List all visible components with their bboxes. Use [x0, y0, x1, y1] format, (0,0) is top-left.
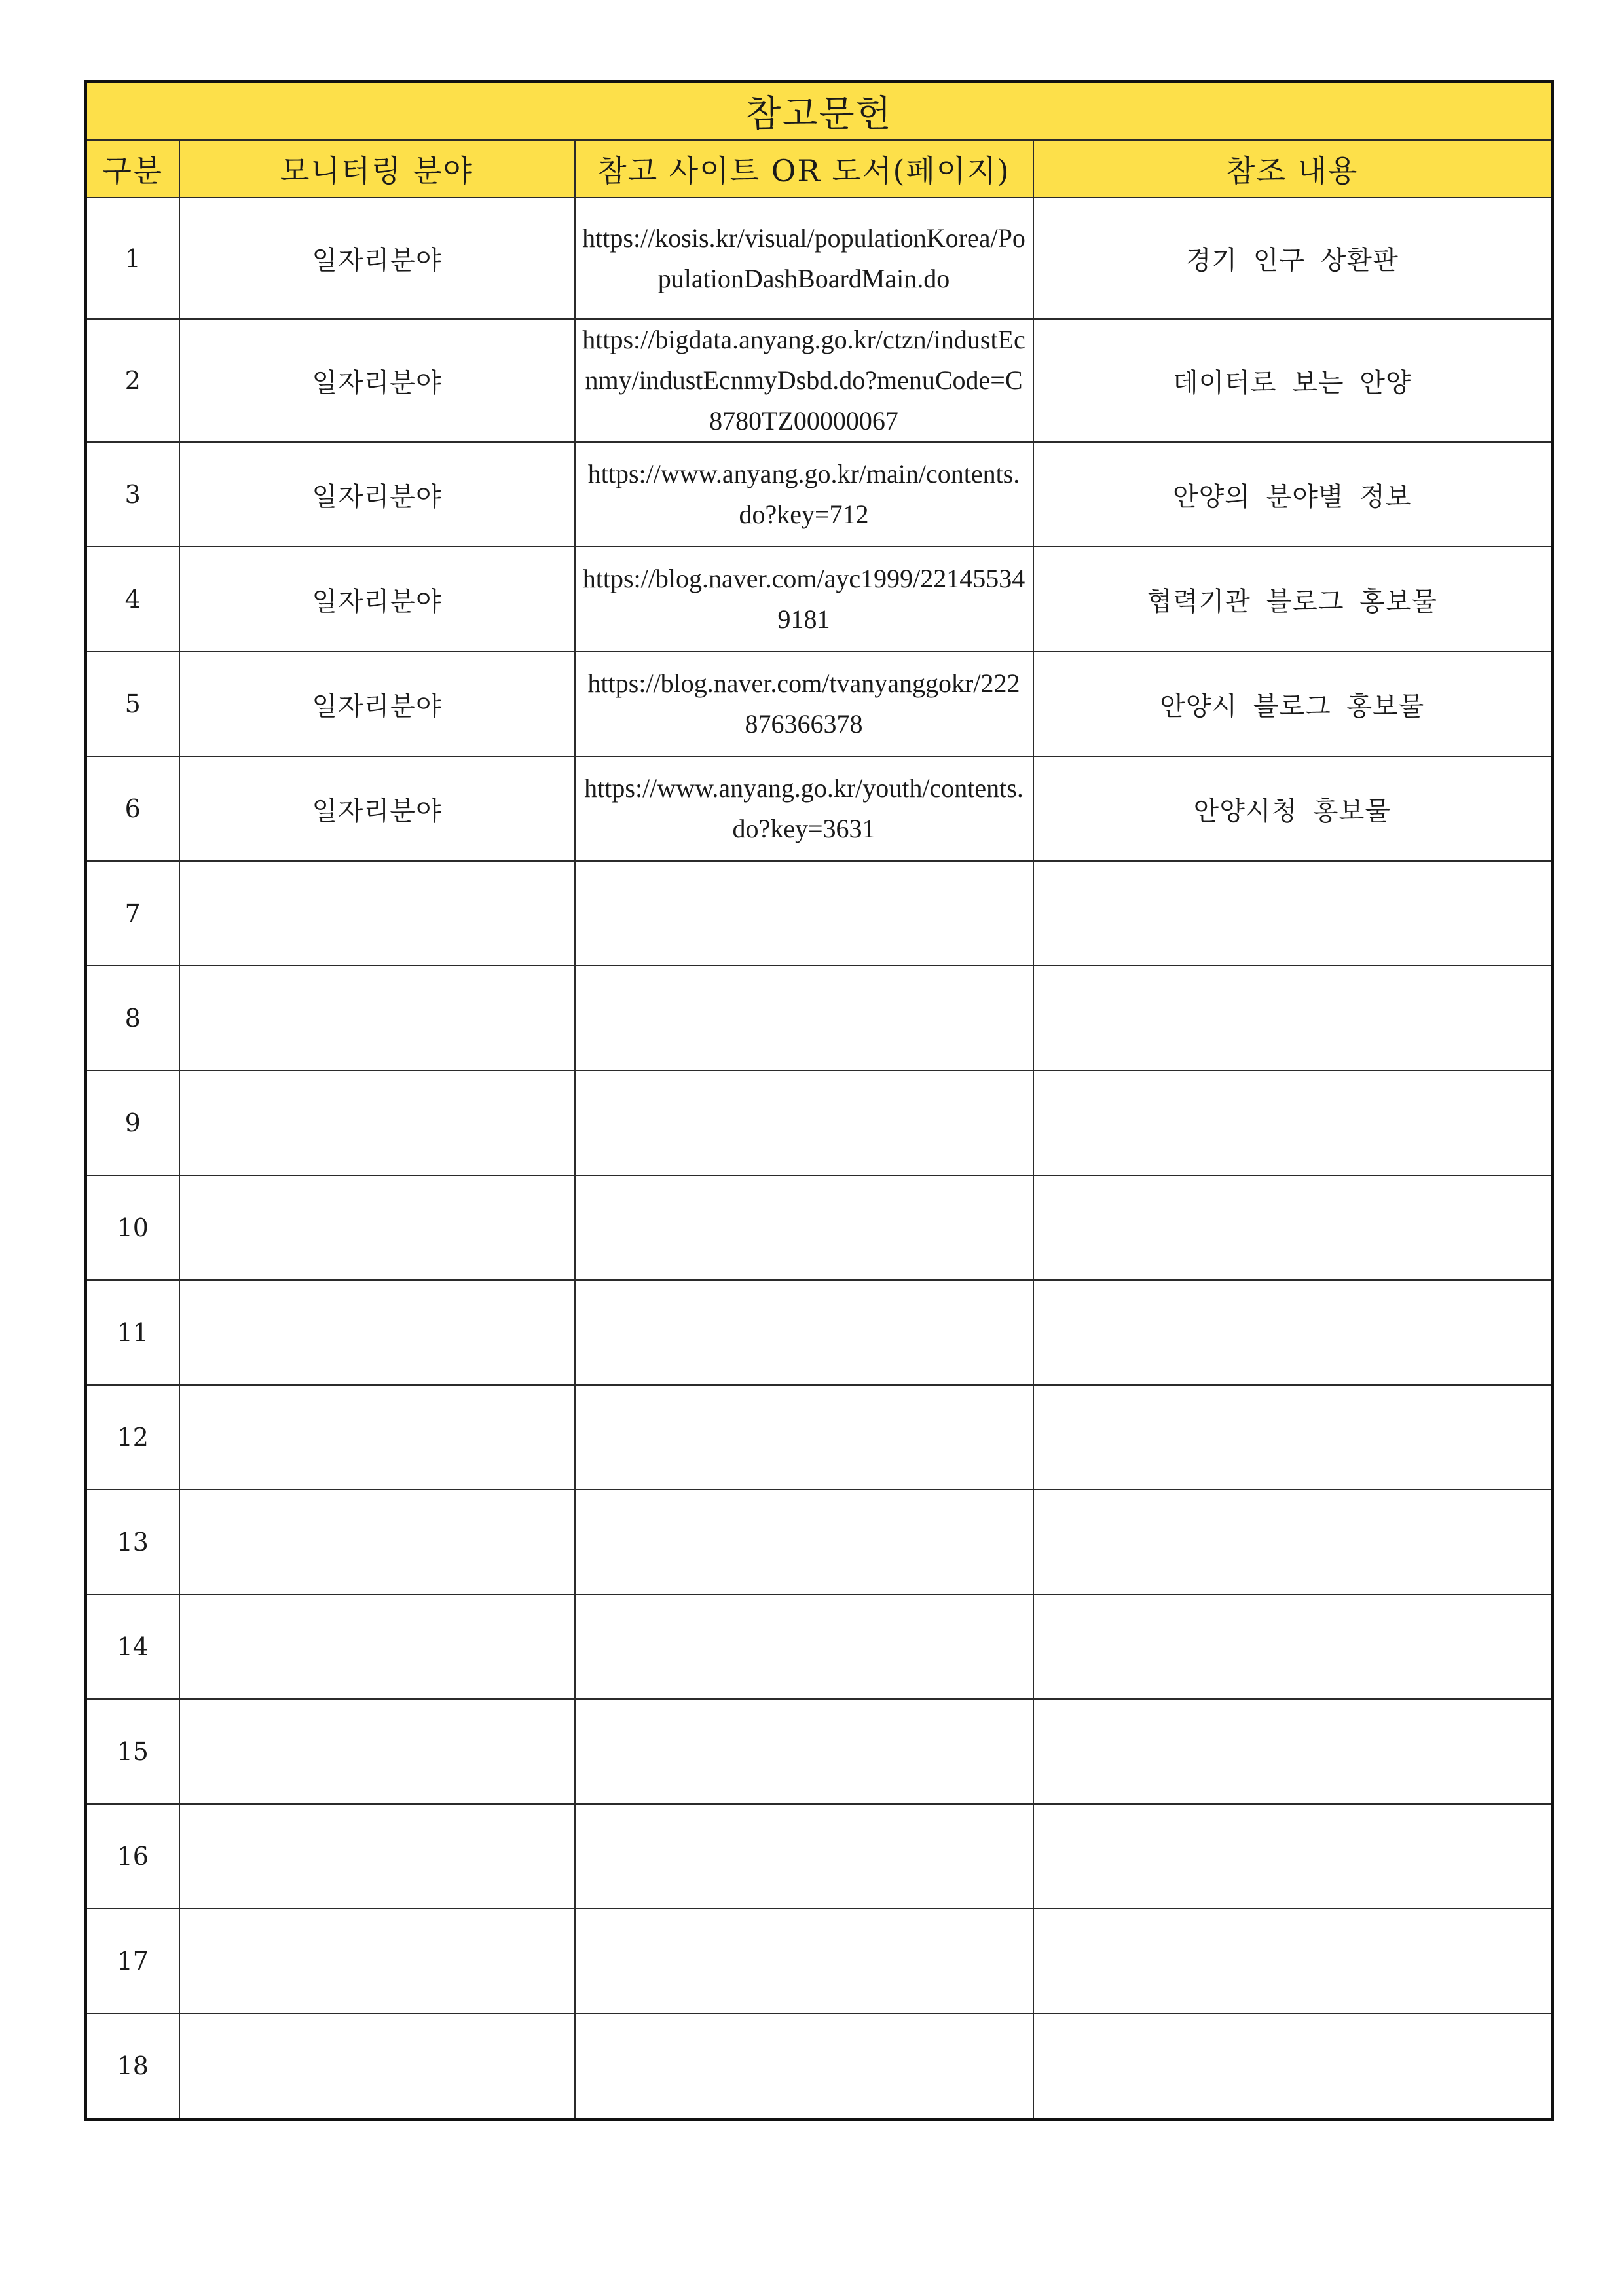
row-field: 일자리분야 — [179, 198, 575, 319]
table-row — [86, 198, 1553, 319]
row-number: 17 — [86, 1909, 179, 2013]
row-number: 11 — [86, 1280, 179, 1385]
row-field[interactable] — [179, 1909, 575, 2013]
row-source[interactable] — [575, 1490, 1033, 1594]
row-content: 안양시청 홍보물 — [1033, 756, 1553, 861]
row-content[interactable] — [1033, 1385, 1553, 1490]
row-number: 4 — [86, 547, 179, 652]
row-content[interactable] — [1033, 1071, 1553, 1175]
row-content: 협력기관 블로그 홍보물 — [1033, 547, 1553, 652]
row-content[interactable] — [1033, 2013, 1553, 2120]
row-content[interactable] — [1033, 966, 1553, 1071]
row-source[interactable] — [575, 1280, 1033, 1385]
row-source[interactable] — [575, 1594, 1033, 1699]
row-number: 18 — [86, 2013, 179, 2120]
row-field[interactable] — [179, 1280, 575, 1385]
table-row — [86, 652, 1553, 756]
table-title: 참고문헌 — [86, 82, 1553, 141]
row-number: 13 — [86, 1490, 179, 1594]
table-row — [86, 1280, 1553, 1385]
table-row — [86, 1071, 1553, 1175]
row-number: 1 — [86, 198, 179, 319]
row-number: 5 — [86, 652, 179, 756]
row-field: 일자리분야 — [179, 756, 575, 861]
row-content[interactable] — [1033, 1909, 1553, 2013]
row-content[interactable] — [1033, 1594, 1553, 1699]
row-field[interactable] — [179, 861, 575, 966]
row-field[interactable] — [179, 1071, 575, 1175]
row-number: 8 — [86, 966, 179, 1071]
row-content[interactable] — [1033, 1490, 1553, 1594]
table-row — [86, 1175, 1553, 1280]
row-field[interactable] — [179, 1490, 575, 1594]
row-field[interactable] — [179, 1175, 575, 1280]
row-number: 3 — [86, 442, 179, 547]
table-row — [86, 442, 1553, 547]
row-source[interactable] — [575, 1804, 1033, 1909]
row-field[interactable] — [179, 1385, 575, 1490]
table-row — [86, 319, 1553, 442]
table-row — [86, 1699, 1553, 1804]
row-number: 9 — [86, 1071, 179, 1175]
row-field[interactable] — [179, 1804, 575, 1909]
row-number: 16 — [86, 1804, 179, 1909]
table-row — [86, 1490, 1553, 1594]
row-source-link[interactable]: https://kosis.kr/visual/populationKorea/PopulationDashBoardMain.do — [575, 198, 1033, 319]
header-content: 참조 내용 — [1033, 140, 1553, 198]
row-source[interactable] — [575, 966, 1033, 1071]
row-number: 12 — [86, 1385, 179, 1490]
title-row — [86, 82, 1553, 141]
row-source[interactable] — [575, 1699, 1033, 1804]
row-field[interactable] — [179, 1699, 575, 1804]
row-source[interactable] — [575, 1909, 1033, 2013]
row-source[interactable] — [575, 1385, 1033, 1490]
row-field: 일자리분야 — [179, 547, 575, 652]
row-number: 15 — [86, 1699, 179, 1804]
row-field[interactable] — [179, 966, 575, 1071]
table-row — [86, 861, 1553, 966]
row-content[interactable] — [1033, 1175, 1553, 1280]
row-field[interactable] — [179, 1594, 575, 1699]
table-row — [86, 2013, 1553, 2120]
header-number: 구분 — [86, 140, 179, 198]
row-number: 2 — [86, 319, 179, 442]
table-row — [86, 1804, 1553, 1909]
row-number: 10 — [86, 1175, 179, 1280]
row-source-link[interactable]: https://blog.naver.com/tvanyanggokr/222876366378 — [575, 652, 1033, 756]
table-row — [86, 966, 1553, 1071]
row-content[interactable] — [1033, 1699, 1553, 1804]
row-number: 14 — [86, 1594, 179, 1699]
row-field: 일자리분야 — [179, 442, 575, 547]
row-source[interactable] — [575, 861, 1033, 966]
row-content[interactable] — [1033, 1280, 1553, 1385]
table-row — [86, 1594, 1553, 1699]
row-source-link[interactable]: https://bigdata.anyang.go.kr/ctzn/industEcnmy/industEcnmyDsbd.do?menuCode=C8780TZ00000067 — [575, 319, 1033, 442]
header-row — [86, 140, 1553, 198]
row-number: 6 — [86, 756, 179, 861]
row-number: 7 — [86, 861, 179, 966]
row-content: 안양의 분야별 정보 — [1033, 442, 1553, 547]
row-source[interactable] — [575, 1175, 1033, 1280]
row-source-link[interactable]: https://www.anyang.go.kr/main/contents.do?key=712 — [575, 442, 1033, 547]
row-source-link[interactable]: https://blog.naver.com/ayc1999/221455349181 — [575, 547, 1033, 652]
header-field: 모니터링 분야 — [179, 140, 575, 198]
row-source[interactable] — [575, 1071, 1033, 1175]
table-row — [86, 1385, 1553, 1490]
row-field[interactable] — [179, 2013, 575, 2120]
table-row — [86, 1909, 1553, 2013]
row-content: 경기 인구 상환판 — [1033, 198, 1553, 319]
reference-table — [84, 80, 1554, 2121]
row-source-link[interactable]: https://www.anyang.go.kr/youth/contents.do?key=3631 — [575, 756, 1033, 861]
table-row — [86, 756, 1553, 861]
row-field: 일자리분야 — [179, 652, 575, 756]
row-content: 안양시 블로그 홍보물 — [1033, 652, 1553, 756]
table-row — [86, 547, 1553, 652]
row-field: 일자리분야 — [179, 319, 575, 442]
row-source[interactable] — [575, 2013, 1033, 2120]
row-content[interactable] — [1033, 1804, 1553, 1909]
header-source: 참고 사이트 OR 도서(페이지) — [575, 140, 1033, 198]
row-content[interactable] — [1033, 861, 1553, 966]
row-content: 데이터로 보는 안양 — [1033, 319, 1553, 442]
